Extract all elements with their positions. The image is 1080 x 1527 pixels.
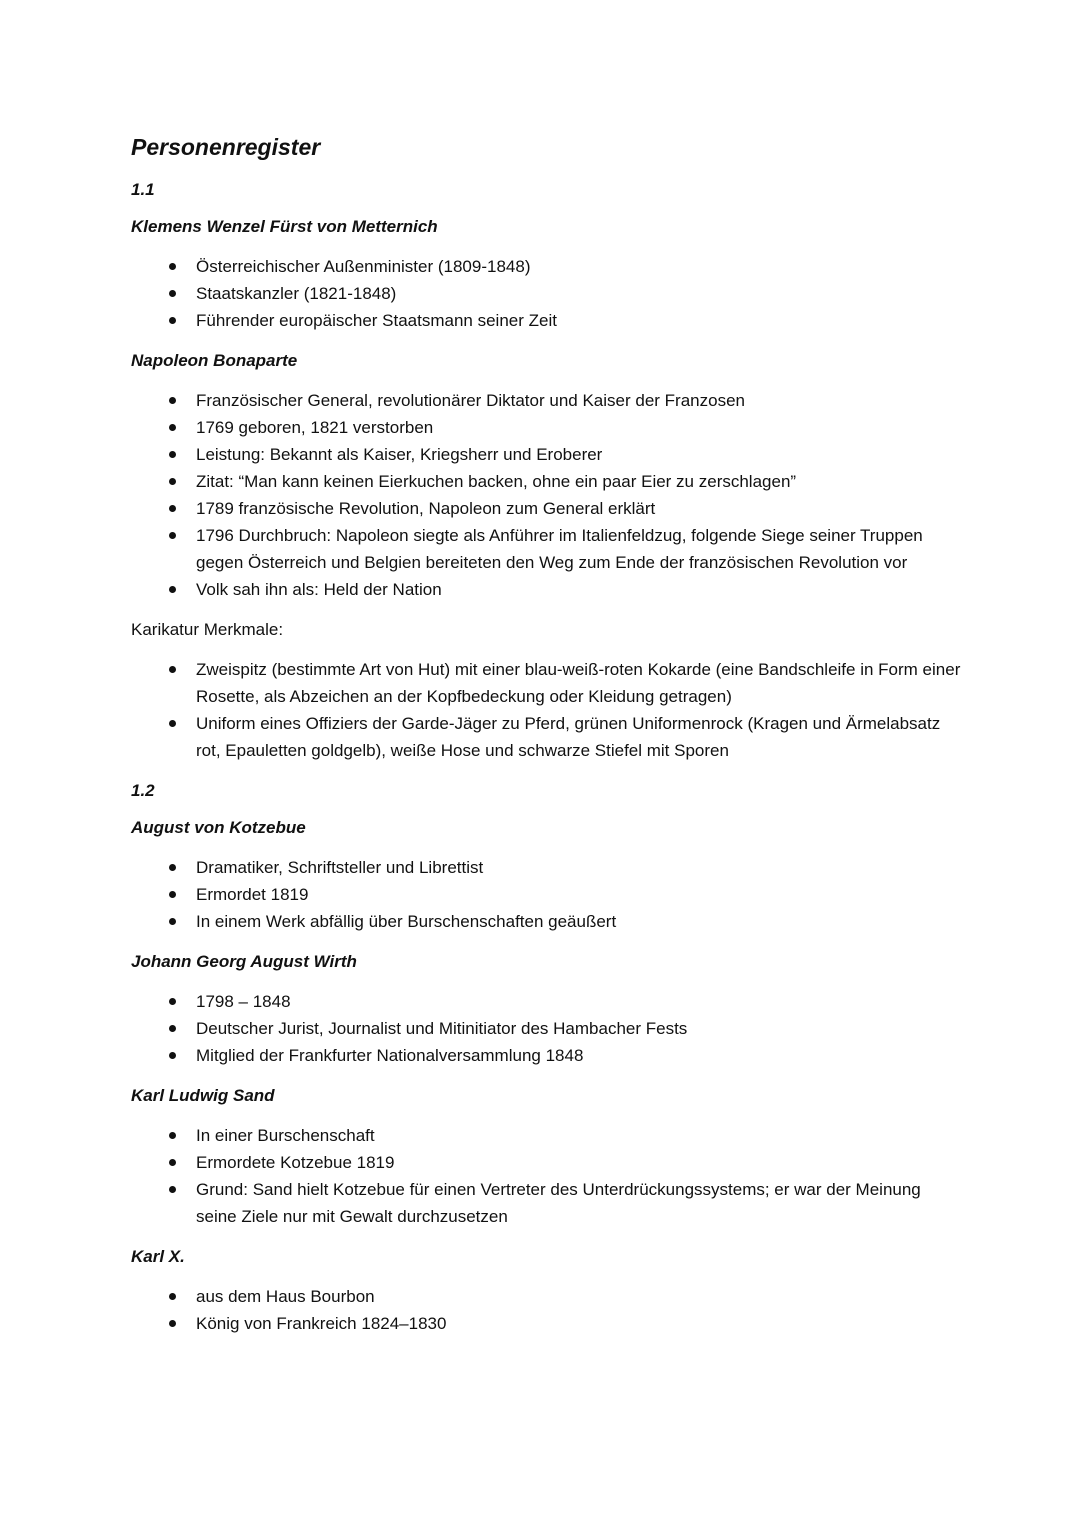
person-name: Klemens Wenzel Fürst von Metternich <box>131 217 438 236</box>
person-entry-napoleon <box>131 349 961 603</box>
bullet-list <box>131 253 961 334</box>
bullet-icon <box>169 918 176 925</box>
bullet-icon <box>169 1025 176 1032</box>
list-item-text: Ermordete Kotzebue 1819 <box>196 1153 395 1172</box>
bullet-icon <box>169 864 176 871</box>
caricature-features <box>131 618 961 764</box>
bullet-icon <box>169 505 176 512</box>
list-item <box>131 988 961 1015</box>
bullet-icon <box>169 263 176 270</box>
list-item-text: Ermordet 1819 <box>196 885 309 904</box>
list-item <box>131 710 961 764</box>
page-title: Personenregister <box>131 134 321 160</box>
section-1-1 <box>131 178 961 764</box>
list-item-text: Dramatiker, Schriftsteller und Librettist <box>196 858 484 877</box>
person-name: Johann Georg August Wirth <box>131 952 357 971</box>
list-item-text: In einer Burschenschaft <box>196 1126 375 1145</box>
list-item <box>131 495 961 522</box>
list-item-text: Mitglied der Frankfurter Nationalversammlung 1848 <box>196 1046 584 1065</box>
list-item <box>131 280 961 307</box>
bullet-icon <box>169 891 176 898</box>
list-item-text: Zitat: “Man kann keinen Eierkuchen backen, ohne ein paar Eier zu zerschlagen” <box>196 472 797 491</box>
list-item-text: Leistung: Bekannt als Kaiser, Kriegsherr und Eroberer <box>196 445 603 464</box>
bullet-list <box>131 387 961 603</box>
list-item-text: Staatskanzler (1821-1848) <box>196 284 397 303</box>
list-item <box>131 1042 961 1069</box>
bullet-list <box>131 1122 961 1230</box>
person-entry-metternich <box>131 215 961 334</box>
list-item <box>131 881 961 908</box>
list-item <box>131 1149 961 1176</box>
list-item-text: 1789 französische Revolution, Napoleon zum General erklärt <box>196 499 656 518</box>
person-name: Napoleon Bonaparte <box>131 351 298 370</box>
section-number: 1.1 <box>131 180 155 199</box>
list-item-text: Deutscher Jurist, Journalist und Mitinitiator des Hambacher Fests <box>196 1019 688 1038</box>
list-item-text: 1769 geboren, 1821 verstorben <box>196 418 434 437</box>
person-entry-kotzebue <box>131 816 961 935</box>
bullet-icon <box>169 1052 176 1059</box>
list-item-text: König von Frankreich 1824–1830 <box>196 1314 447 1333</box>
bullet-icon <box>169 666 176 673</box>
list-item-text: Führender europäischer Staatsmann seiner Zeit <box>196 311 557 330</box>
list-item-text: 1798 – 1848 <box>196 992 291 1011</box>
section-number: 1.2 <box>131 781 155 800</box>
list-item-text: Österreichischer Außenminister (1809-1848) <box>196 257 531 276</box>
list-item <box>131 1015 961 1042</box>
list-item <box>131 576 961 603</box>
document-page <box>131 130 961 1352</box>
bullet-icon <box>169 424 176 431</box>
list-item-text: 1796 Durchbruch: Napoleon siegte als Anführer im Italienfeldzug, folgende Siege seiner Truppen gegen Österreich und Belgien bereiteten den Weg zum Ende der französischen Revolution vor <box>196 526 923 572</box>
list-item <box>131 468 961 495</box>
list-item <box>131 307 961 334</box>
bullet-icon <box>169 998 176 1005</box>
bullet-icon <box>169 290 176 297</box>
person-entry-sand <box>131 1084 961 1230</box>
list-item-text: In einem Werk abfällig über Burschenschaften geäußert <box>196 912 617 931</box>
list-item <box>131 441 961 468</box>
list-item-text: aus dem Haus Bourbon <box>196 1287 375 1306</box>
list-item-text: Grund: Sand hielt Kotzebue für einen Vertreter des Unterdrückungssystems; er war der Meinung seine Ziele nur mit Gewalt durchzusetzen <box>196 1180 921 1226</box>
bullet-list <box>131 988 961 1069</box>
bullet-icon <box>169 1320 176 1327</box>
bullet-icon <box>169 1186 176 1193</box>
list-item <box>131 1310 961 1337</box>
list-item <box>131 414 961 441</box>
list-item <box>131 656 961 710</box>
bullet-icon <box>169 397 176 404</box>
list-item <box>131 253 961 280</box>
list-item <box>131 908 961 935</box>
list-item-text: Zweispitz (bestimmte Art von Hut) mit einer blau-weiß-roten Kokarde (eine Bandschleife in Form einer Rosette, als Abzeichen an der Kopfbedeckung oder Kleidung getragen) <box>196 660 961 706</box>
person-entry-wirth <box>131 950 961 1069</box>
person-name: Karl Ludwig Sand <box>131 1086 275 1105</box>
list-item-text: Volk sah ihn als: Held der Nation <box>196 580 442 599</box>
bullet-icon <box>169 317 176 324</box>
list-item-text: Französischer General, revolutionärer Diktator und Kaiser der Franzosen <box>196 391 745 410</box>
bullet-icon <box>169 478 176 485</box>
bullet-icon <box>169 532 176 539</box>
person-name: Karl X. <box>131 1247 185 1266</box>
list-item-text: Uniform eines Offiziers der Garde-Jäger zu Pferd, grünen Uniformenrock (Kragen und Ärmelabsatz rot, Epauletten goldgelb), weiße Hose und schwarze Stiefel mit Sporen <box>196 714 941 760</box>
list-item <box>131 854 961 881</box>
section-1-2 <box>131 779 961 1337</box>
bullet-icon <box>169 1293 176 1300</box>
bullet-list <box>131 1283 961 1337</box>
bullet-icon <box>169 1132 176 1139</box>
bullet-icon <box>169 586 176 593</box>
bullet-list <box>131 854 961 935</box>
list-item <box>131 1283 961 1310</box>
bullet-icon <box>169 1159 176 1166</box>
list-item <box>131 522 961 576</box>
person-entry-karl-x <box>131 1245 961 1337</box>
person-name: August von Kotzebue <box>131 818 306 837</box>
bullet-icon <box>169 720 176 727</box>
caricature-heading: Karikatur Merkmale: <box>131 620 284 639</box>
list-item <box>131 387 961 414</box>
bullet-list <box>131 656 961 764</box>
list-item <box>131 1176 961 1230</box>
bullet-icon <box>169 451 176 458</box>
list-item <box>131 1122 961 1149</box>
